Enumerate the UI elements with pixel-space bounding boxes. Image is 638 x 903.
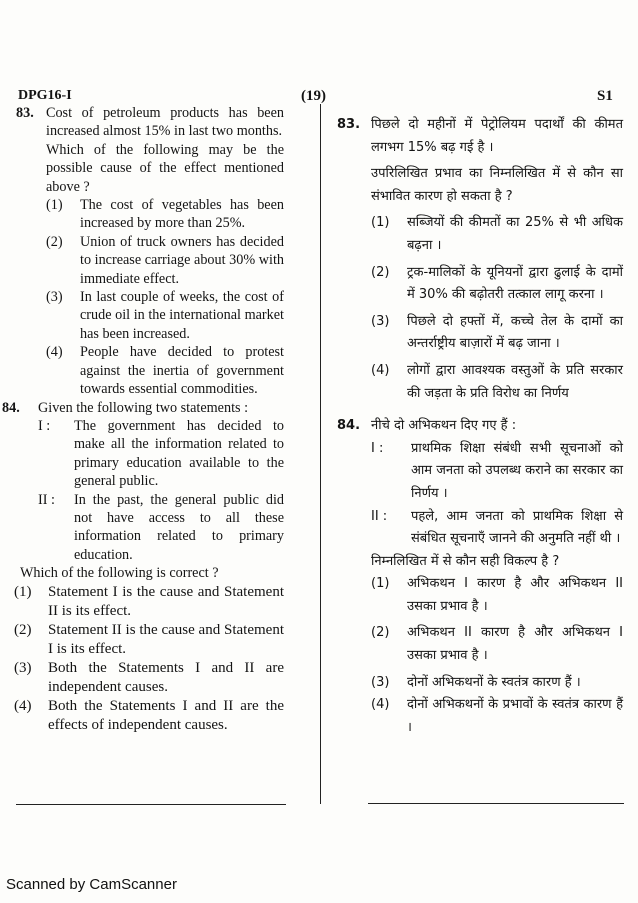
question-number: 83. — [16, 105, 34, 121]
option-text: The cost of vegetables has been increased by more than 25%. — [80, 197, 284, 232]
option-3[interactable] — [371, 311, 623, 356]
option-2[interactable] — [371, 622, 623, 667]
option-4[interactable] — [371, 694, 623, 739]
statement-tag: II : — [371, 508, 388, 524]
option-text: दोनों अभिकथनों के प्रभावों के स्वतंत्र कारण हैं । — [407, 697, 623, 735]
option-number: (3) — [371, 313, 390, 329]
option-number: (3) — [46, 289, 63, 306]
english-column — [2, 104, 284, 735]
option-number: (2) — [14, 621, 32, 638]
question-83-hi — [337, 114, 623, 405]
paper-code: DPG16-I — [18, 88, 72, 103]
option-text: Statement II is the cause and Statement I is its effect. — [48, 621, 284, 657]
hindi-column — [337, 114, 623, 739]
statement-1 — [371, 438, 623, 506]
option-text: सब्जियों की कीमतों का 25% से भी अधिक बढ़ना । — [407, 215, 623, 253]
option-text: अभिकथन I कारण है और अभिकथन II उसका प्रभाव है । — [407, 576, 623, 614]
question-prompt: Which of the following may be the possible cause of the effect mentioned above ? — [46, 141, 284, 195]
statement-tag: I : — [371, 440, 384, 456]
scanner-watermark: Scanned by CamScanner — [6, 876, 177, 893]
statement-text: The government has decided to make all the information related to primary education available to the general public. — [74, 417, 284, 490]
option-2[interactable] — [371, 262, 623, 307]
option-text: People have decided to protest against the inertia of government towards essential commodities. — [80, 344, 284, 398]
option-number: (2) — [371, 625, 390, 641]
question-number: 84. — [337, 418, 361, 434]
statement-text: प्राथमिक शिक्षा संबंधी सभी सूचनाओं को आम जनता को उपलब्ध कराने का सरकार का निर्णय । — [411, 440, 623, 501]
statement-2 — [371, 506, 623, 551]
option-text: पिछले दो हफ्तों में, कच्चे तेल के दामों का अन्तर्राष्ट्रीय बाज़ारों में बढ़ जाना । — [407, 313, 623, 352]
option-4[interactable] — [46, 343, 284, 398]
option-number: (1) — [46, 197, 63, 214]
option-1[interactable] — [371, 212, 623, 257]
option-text: Both the Statements I and II are the effects of independent causes. — [48, 697, 284, 733]
question-stem: Given the following two statements : — [38, 399, 249, 416]
question-prompt: उपरिलिखित प्रभाव का निम्नलिखित में से कौन सा संभावित कारण हो सकता है ? — [371, 166, 623, 204]
bottom-rule-english — [16, 804, 286, 805]
option-number: (1) — [371, 215, 390, 231]
option-text: Statement I is the cause and Statement II is its effect. — [48, 583, 284, 619]
option-number: (3) — [14, 659, 32, 676]
option-number: (4) — [371, 362, 390, 378]
question-83-en — [16, 104, 284, 399]
option-number: (4) — [371, 697, 390, 713]
option-number: (2) — [46, 233, 63, 250]
question-stem: नीचे दो अभिकथन दिए गए हैं : — [371, 418, 517, 434]
option-text: ट्रक-मालिकों के यूनियनों द्वारा ढुलाई के दामों में 30% की बढ़ोतरी तत्काल लागू करना । — [407, 264, 623, 303]
question-number: 84. — [2, 399, 20, 416]
statement-tag: II : — [38, 491, 55, 508]
option-4[interactable] — [371, 360, 623, 405]
option-number: (2) — [371, 264, 390, 280]
option-4[interactable] — [14, 697, 284, 735]
option-text: दोनों अभिकथनों के स्वतंत्र कारण हैं । — [407, 674, 581, 690]
option-text: लोगों द्वारा आवश्यक वस्तुओं के प्रति सरकार की जड़ता के प्रति विरोध का निर्णय — [407, 362, 623, 401]
option-text: अभिकथन II कारण है और अभिकथन I उसका प्रभाव है । — [407, 625, 623, 664]
statement-2 — [38, 491, 284, 565]
option-text: In last couple of weeks, the cost of crude oil in the international market has been increased. — [80, 289, 284, 342]
option-number: (1) — [371, 576, 390, 592]
statement-text: पहले, आम जनता को प्राथमिक शिक्षा से संबंधित सूचनाएँ जानने की अनुमति नहीं थी । — [411, 508, 623, 547]
option-3[interactable] — [46, 288, 284, 343]
option-number: (3) — [371, 674, 390, 690]
option-2[interactable] — [14, 621, 284, 659]
statement-text: In the past, the general public did not have access to all these information related to primary education. — [74, 491, 284, 563]
statement-tag: I : — [38, 417, 51, 434]
question-stem: पिछले दो महीनों में पेट्रोलियम पदार्थों की कीमत लगभग 15% बढ़ गई है । — [371, 117, 623, 155]
question-prompt: निम्नलिखित में से कौन सही विकल्प है ? — [371, 553, 560, 569]
option-1[interactable] — [46, 196, 284, 233]
option-text: Union of truck owners has decided to increase carriage about 30% with immediate effect. — [80, 233, 284, 287]
question-number: 83. — [337, 117, 361, 132]
question-stem: Cost of petroleum products has been increased almost 15% in last two months. — [46, 105, 284, 140]
question-84-hi — [337, 415, 623, 739]
question-prompt: Which of the following is correct ? — [20, 565, 219, 582]
page-number: (19) — [301, 88, 326, 104]
option-1[interactable] — [371, 573, 623, 618]
option-3[interactable] — [14, 659, 284, 697]
option-text: Both the Statements I and II are independent causes. — [48, 659, 284, 695]
column-divider — [320, 104, 321, 804]
option-2[interactable] — [46, 233, 284, 288]
option-1[interactable] — [14, 583, 284, 621]
statement-1 — [38, 417, 284, 491]
bottom-rule-hindi — [368, 803, 624, 804]
option-number: (4) — [46, 344, 63, 361]
option-number: (4) — [14, 697, 32, 714]
series-code: S1 — [597, 88, 613, 104]
question-84-en — [2, 399, 284, 565]
option-number: (1) — [14, 583, 32, 600]
option-3[interactable] — [371, 672, 623, 695]
